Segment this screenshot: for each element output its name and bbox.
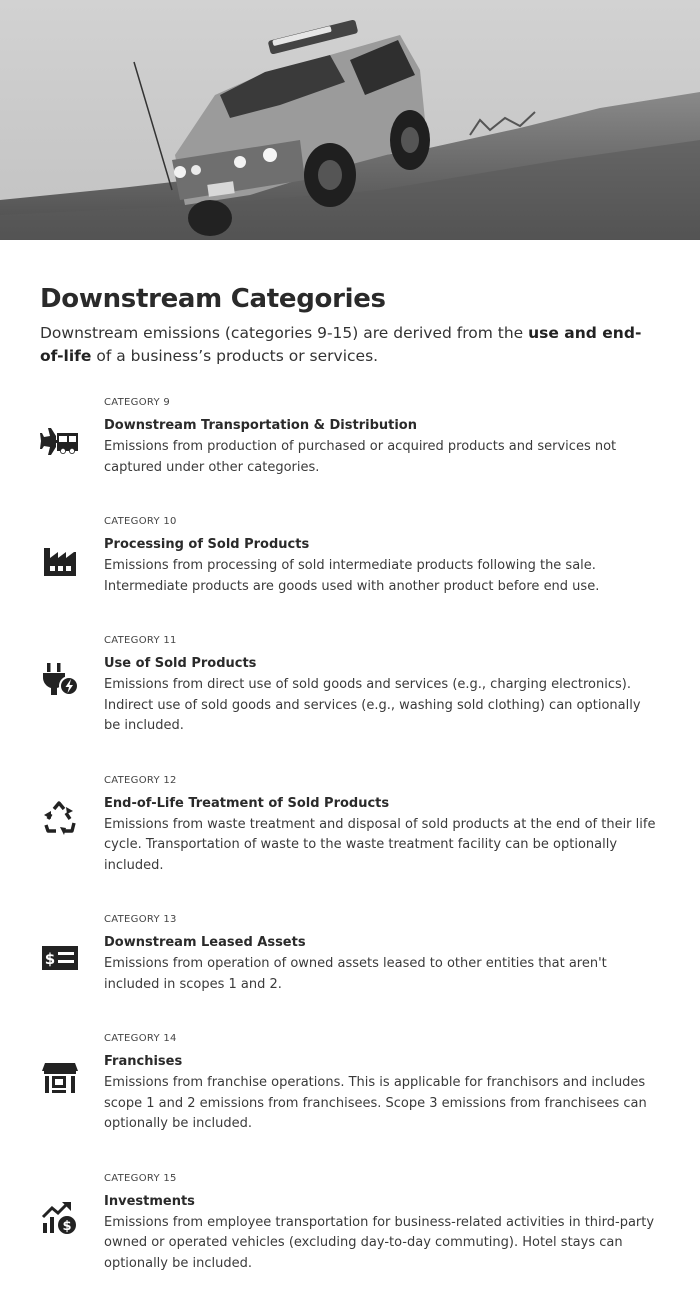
factory-icon — [40, 540, 80, 580]
storefront-icon — [40, 1057, 80, 1097]
category-15 — [40, 1172, 660, 1275]
category-description: Emissions from employee transportation for business-related activities in third-party owned or operated vehicles (excluding day-to-day commuting). Hotel stays can optionally be included. — [104, 1214, 655, 1271]
category-12 — [40, 774, 660, 877]
intro-text — [40, 322, 660, 368]
category-label: CATEGORY 9 — [104, 397, 171, 408]
category-title: Processing of Sold Products — [104, 537, 310, 552]
category-14 — [40, 1032, 660, 1135]
category-label: CATEGORY 14 — [104, 1033, 177, 1044]
plane-truck-icon — [40, 421, 80, 461]
category-title: Downstream Transportation & Distribution — [104, 418, 417, 433]
money-list-icon — [40, 938, 80, 978]
svg-text:$: $ — [44, 950, 56, 968]
category-label: CATEGORY 13 — [104, 914, 177, 925]
category-label: CATEGORY 10 — [104, 516, 177, 527]
category-label: CATEGORY 12 — [104, 774, 177, 786]
category-label: CATEGORY 15 — [104, 1172, 177, 1184]
plug-charge-icon — [40, 659, 80, 699]
category-description: Emissions from direct use of sold goods and services (e.g., charging electronics). Indirect use of sold goods and services (e.g., washing sold clothing) can optionally be included. — [104, 677, 641, 733]
category-10 — [40, 515, 660, 597]
category-9 — [40, 396, 660, 478]
category-title: End-of-Life Treatment of Sold Products — [104, 795, 390, 811]
category-title: Investments — [104, 1193, 195, 1209]
category-title: Franchises — [104, 1054, 183, 1069]
intro-suffix: of a business’s products or services. — [91, 347, 379, 365]
category-list — [40, 396, 660, 1274]
investment-growth-icon — [40, 1197, 80, 1237]
category-description: Emissions from waste treatment and disposal of sold products at the end of their life cycle. Transportation of waste to the waste treatment facility can be optionally included. — [104, 816, 656, 873]
page-title: Downstream Categories — [40, 284, 386, 314]
category-title: Downstream Leased Assets — [104, 935, 306, 950]
category-11 — [40, 634, 660, 737]
intro-prefix: Downstream emissions (categories 9-15) are derived from the — [40, 324, 529, 342]
category-description: Emissions from operation of owned assets leased to other entities that aren't included in scopes 1 and 2. — [104, 956, 607, 992]
svg-text:$: $ — [62, 1218, 72, 1234]
category-description: Emissions from production of purchased or acquired products and services not captured under other categories. — [104, 439, 617, 475]
category-label: CATEGORY 11 — [104, 635, 177, 646]
recycle-icon — [40, 799, 80, 839]
hero-image — [0, 0, 700, 240]
category-13 — [40, 913, 660, 995]
category-description: Emissions from franchise operations. This is applicable for franchisors and includes scope 1 and 2 emissions from franchisees. Scope 3 emissions from franchisees can optionally be included. — [104, 1075, 647, 1131]
category-title: Use of Sold Products — [104, 656, 257, 671]
category-description: Emissions from processing of sold intermediate products following the sale. Intermediate products are goods used with another product before end use. — [104, 558, 600, 594]
off-road-vehicle-photo — [0, 0, 700, 240]
intro-emphasis: use and end-of-life — [40, 324, 642, 365]
